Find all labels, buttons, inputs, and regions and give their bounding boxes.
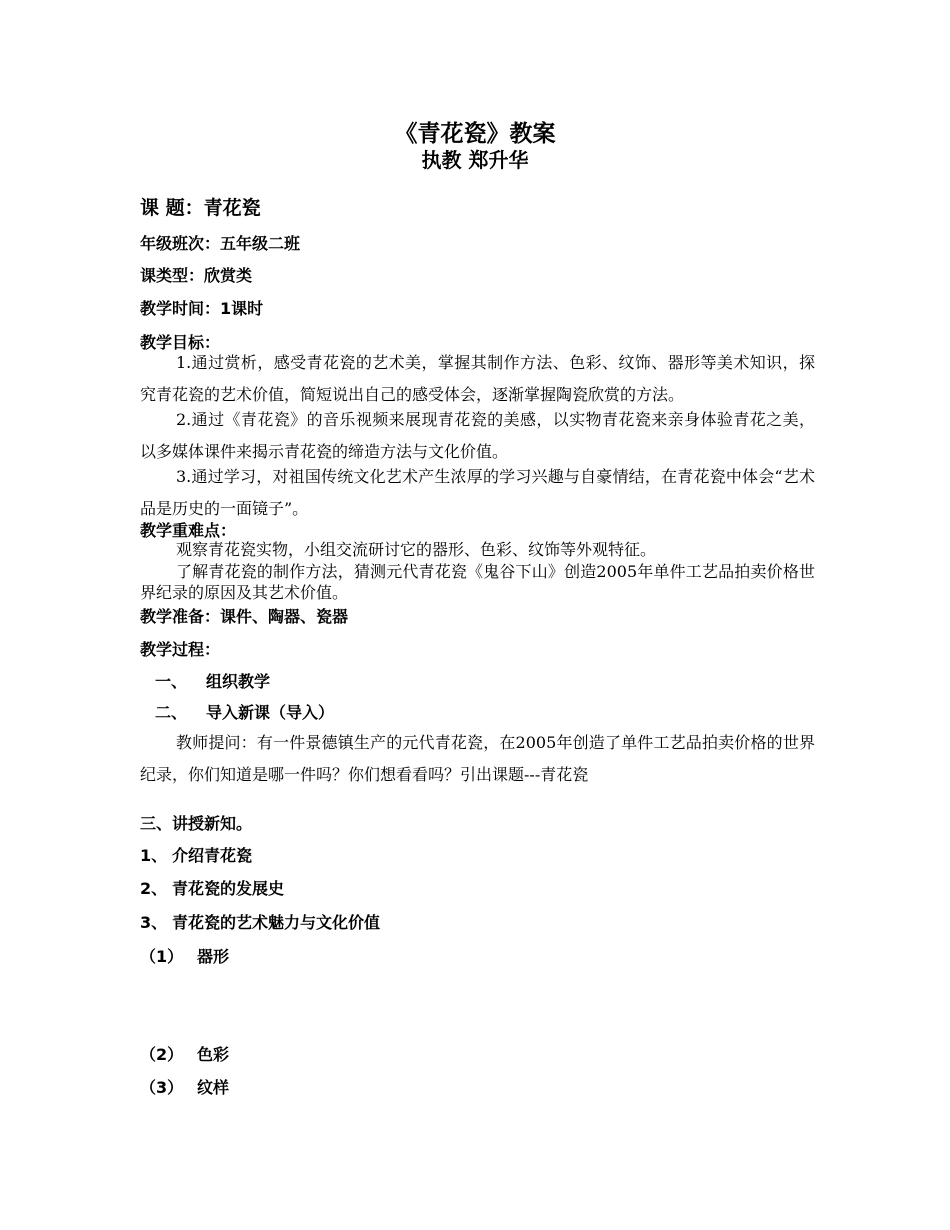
step-3: 三、讲授新知。 <box>140 814 253 833</box>
goals-heading: 教学目标： <box>140 333 221 352</box>
sub-item-2-text: 青花瓷的发展史 <box>172 879 285 898</box>
lesson-topic: 课 题：青花瓷 <box>140 197 261 219</box>
step-2-text: 导入新课（导入） <box>206 703 335 722</box>
goal-item-3: 3.通过学习，对祖国传统文化艺术产生浓厚的学习兴趣与自豪情结，在青花瓷中体会“艺术品是历史的一面镜子”。 <box>140 467 815 518</box>
preparation: 教学准备：课件、陶器、瓷器 <box>140 607 349 626</box>
detail-item-2-number: （2） <box>140 1045 184 1064</box>
sub-item-3-text: 青花瓷的艺术魅力与文化价值 <box>172 913 381 932</box>
document-title: 《青花瓷》教案 <box>394 121 556 147</box>
intro-paragraph: 教师提问：有一件景德镇生产的元代青花瓷，在2005年创造了单件工艺品拍卖价格的世界纪录，你们知道是哪一件吗？你们想看看吗？引出课题---青花瓷 <box>140 733 815 784</box>
detail-item-1-text: 器形 <box>197 947 230 966</box>
detail-item-2 <box>140 1042 229 1065</box>
sub-item-1 <box>140 843 252 866</box>
detail-item-1-number: （1） <box>140 947 184 966</box>
step-1-text: 组织教学 <box>206 672 271 691</box>
grade-class: 年级班次：五年级二班 <box>140 234 301 253</box>
key-points-heading: 教学重难点： <box>140 521 237 540</box>
document-author: 执教 郑升华 <box>421 148 529 172</box>
detail-item-3-text: 纹样 <box>197 1078 230 1097</box>
sub-item-1-number: 1、 <box>140 846 168 865</box>
step-2 <box>155 700 334 723</box>
detail-item-3 <box>140 1075 229 1098</box>
goal-item-1: 1.通过赏析，感受青花瓷的艺术美，掌握其制作方法、色彩、纹饰、器形等美术知识，探究青花瓷的艺术价值，简短说出自己的感受体会，逐渐掌握陶瓷欣赏的方法。 <box>140 353 815 404</box>
step-1 <box>155 669 270 692</box>
goal-item-2: 2.通过《青花瓷》的音乐视频来展现青花瓷的美感，以实物青花瓷来亲身体验青花之美，以多媒体课件来揭示青花瓷的缔造方法与文化价值。 <box>140 410 815 461</box>
sub-item-1-text: 介绍青花瓷 <box>172 846 253 865</box>
step-2-number: 二、 <box>155 703 188 722</box>
detail-item-1 <box>140 944 229 967</box>
step-1-number: 一、 <box>155 672 188 691</box>
detail-item-3-number: （3） <box>140 1078 184 1097</box>
sub-item-3 <box>140 910 380 933</box>
key-point-1: 观察青花瓷实物，小组交流研讨它的器形、色彩、纹饰等外观特征。 <box>176 540 657 559</box>
key-point-2: 了解青花瓷的制作方法，猜测元代青花瓷《鬼谷下山》创造2005年单件工艺品拍卖价格世界纪录的原因及其艺术价值。 <box>140 562 815 602</box>
detail-item-2-text: 色彩 <box>197 1045 230 1064</box>
process-heading: 教学过程： <box>140 640 221 659</box>
sub-item-2-number: 2、 <box>140 879 168 898</box>
lesson-type: 课类型：欣赏类 <box>140 266 253 285</box>
lesson-duration: 教学时间：1课时 <box>140 299 264 318</box>
sub-item-3-number: 3、 <box>140 913 168 932</box>
sub-item-2 <box>140 876 284 899</box>
